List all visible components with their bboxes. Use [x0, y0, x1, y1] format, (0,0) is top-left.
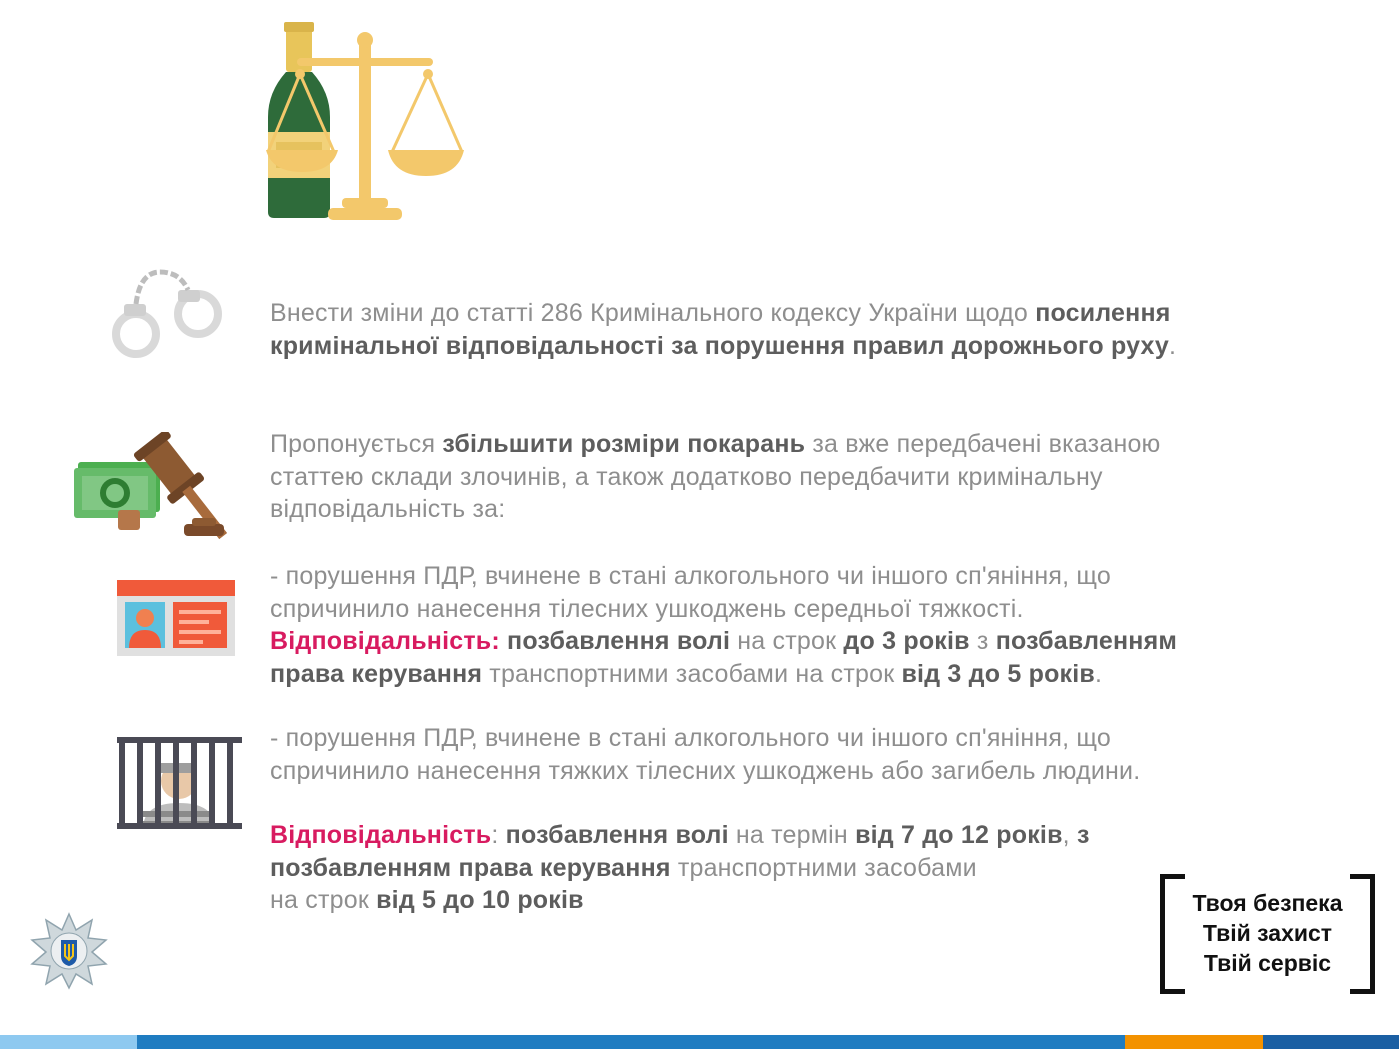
paragraph-1: Внести зміни до статті 286 Кримінального кодексу України щодо посилення кримінальної відповідальності за порушення правил дорожнього руху. — [270, 299, 1177, 360]
prisoner-behind-bars-icon — [117, 737, 242, 829]
paragraph-3-text: - порушення ПДР, вчинене в стані алкогольного чи іншого сп'яніння, що спричинило нанесення тілесних ушкоджень середньої тяжкості. — [270, 562, 1111, 623]
alcohol-scales-icon — [262, 22, 472, 222]
paragraph-4 — [270, 722, 1240, 917]
slogan-text — [1160, 888, 1375, 978]
slogan-line-3: Твій сервіс — [1203, 950, 1332, 976]
bottom-stripe-light-blue — [0, 1035, 137, 1049]
paragraph-3 — [270, 560, 1230, 690]
paragraph-2: Пропонується збільшити розміри покарань за вже передбачені вказаною статтею склади злочинів, а також додатково передбачити кримінальну відповідальність за: — [270, 430, 1161, 523]
driver-license-icon — [117, 580, 235, 656]
paragraph-3-liability: Відповідальність: позбавлення волі на строк до 3 років з позбавленням права керування транспортними засобами на строк від 3 до 5 років. — [270, 627, 1178, 688]
slogan-line-1: Твоя безпека — [1192, 890, 1343, 916]
bottom-stripe-orange — [1125, 1035, 1263, 1049]
bottom-stripe-blue — [137, 1035, 1125, 1049]
paragraph-4-liability: Відповідальність: позбавлення волі на термін від 7 до 12 років, з позбавленням права керування транспортними засобами на строк від 5 до 10 років — [270, 821, 1090, 914]
slogan-block — [1160, 874, 1375, 988]
police-emblem-icon — [30, 912, 108, 990]
bottom-stripe-dark-blue — [1263, 1035, 1399, 1049]
paragraph-4-text: - порушення ПДР, вчинене в стані алкогольного чи іншого сп'яніння, що спричинило нанесення тяжких тілесних ушкоджень або загибель людини. — [270, 724, 1141, 785]
handcuffs-icon — [110, 262, 225, 362]
money-gavel-icon — [72, 432, 227, 540]
slogan-line-2: Твій захист — [1202, 920, 1333, 946]
